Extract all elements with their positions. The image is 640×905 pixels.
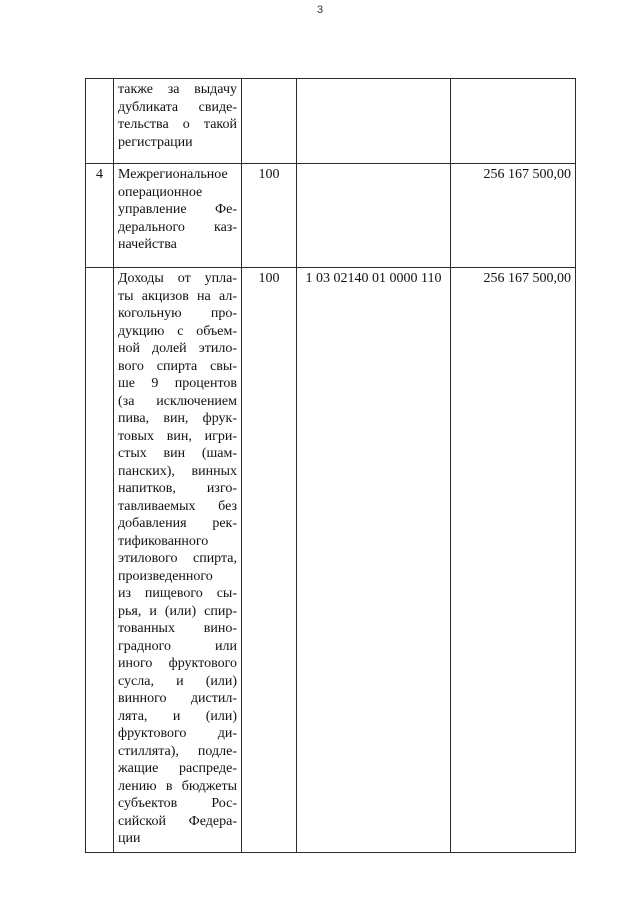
- text-line: тованных вино-: [118, 621, 237, 636]
- table-row: [86, 268, 576, 853]
- budget-table: [85, 78, 576, 853]
- text-line: стых вин (шам-: [118, 446, 237, 461]
- text-line: лению в бюджеты: [118, 778, 237, 794]
- text-line: ной долей этило-: [118, 341, 237, 356]
- table-row: [86, 164, 576, 268]
- row-name: [114, 164, 242, 268]
- row-name-lines: [118, 270, 237, 848]
- row-name: [114, 268, 242, 853]
- text-line: управление Фе-: [118, 202, 237, 217]
- text-line: регистрации: [118, 134, 193, 150]
- row-kbk: [297, 164, 451, 268]
- page-number: 3: [316, 4, 324, 16]
- row-kbk: [297, 79, 451, 164]
- text-line: ты акцизов на ал-: [118, 288, 237, 304]
- text-line: жащие распреде-: [118, 761, 237, 776]
- text-line: Межрегиональное: [118, 167, 228, 182]
- row-amount: 256 167 500,00: [451, 268, 576, 853]
- text-line: из пищевого сы-: [118, 586, 237, 601]
- text-line: панских), винных: [118, 463, 237, 479]
- row-amount: 256 167 500,00: [451, 164, 576, 268]
- text-line: градного или: [118, 638, 237, 654]
- text-line: фруктового ди-: [118, 726, 237, 741]
- text-line: ше 9 процентов: [118, 376, 237, 391]
- text-line: (за исключением: [118, 393, 237, 409]
- row-name: [114, 79, 242, 164]
- text-line: напитков, изго-: [118, 481, 237, 496]
- text-line: операционное: [118, 184, 203, 200]
- row-number: 4: [86, 164, 114, 268]
- text-line: когольную про-: [118, 306, 237, 321]
- text-line: добавления рек-: [118, 516, 237, 531]
- row-number: [86, 268, 114, 853]
- text-line: сусла, и (или): [118, 673, 237, 689]
- text-line: рья, и (или) спир-: [118, 603, 237, 619]
- text-line: дукцию с объем-: [118, 323, 237, 339]
- row-code: [242, 79, 297, 164]
- row-name-lines: [118, 166, 237, 254]
- text-line: Доходы от упла-: [118, 271, 237, 286]
- text-line: тавливаемых без: [118, 498, 237, 514]
- text-line: вого спирта свы-: [118, 358, 237, 374]
- row-number: [86, 79, 114, 164]
- table-row: [86, 79, 576, 164]
- text-line: иного фруктового: [118, 656, 237, 671]
- text-line: стиллята), подле-: [118, 743, 237, 759]
- text-line: сийской Федера-: [118, 813, 237, 829]
- row-code: 100: [242, 268, 297, 853]
- text-line: лята, и (или): [118, 708, 237, 724]
- row-kbk: 1 03 02140 01 0000 110: [297, 268, 451, 853]
- text-line: произведенного: [118, 568, 213, 584]
- text-line: начейства: [118, 237, 177, 252]
- text-line: дубликата свиде-: [118, 99, 237, 115]
- text-line: винного дистил-: [118, 691, 237, 706]
- row-code: 100: [242, 164, 297, 268]
- row-amount: [451, 79, 576, 164]
- text-line: ции: [118, 831, 141, 846]
- text-line: этилового спирта,: [118, 551, 237, 566]
- text-line: дерального каз-: [118, 219, 237, 235]
- text-line: также за выдачу: [118, 82, 237, 97]
- row-name-lines: [118, 81, 237, 151]
- text-line: тификованного: [118, 533, 209, 549]
- text-line: субъектов Рос-: [118, 796, 237, 811]
- text-line: тельства о такой: [118, 117, 237, 132]
- text-line: пива, вин, фрук-: [118, 411, 237, 426]
- text-line: товых вин, игри-: [118, 428, 237, 444]
